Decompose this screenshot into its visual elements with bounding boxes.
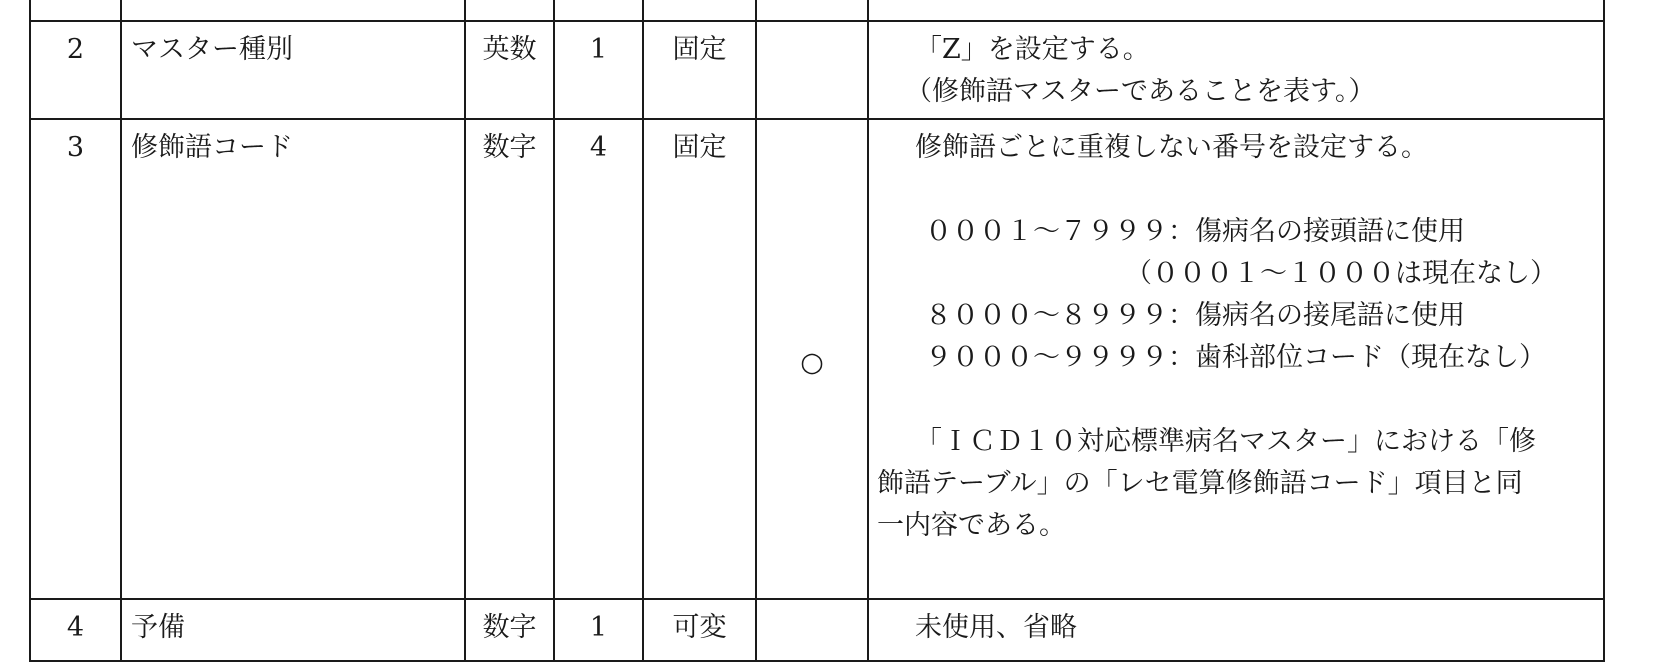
description-line: （修飾語マスターであることを表す。） <box>905 76 1376 107</box>
item-fixed: 可変 <box>643 599 756 661</box>
item-description <box>868 119 1604 599</box>
description-line: 「Z」を設定する。 <box>915 34 1150 65</box>
description-line: 未使用、省略 <box>915 612 1077 643</box>
description-line: ９０００～９９９９：歯科部位コード（現在なし） <box>925 342 1546 373</box>
key-circle-mark: ○ <box>800 347 824 378</box>
table-row <box>30 0 1604 21</box>
item-length: 4 <box>554 119 643 599</box>
description-line: 修飾語ごとに重複しない番号を設定する。 <box>915 132 1428 163</box>
item-number: 4 <box>30 599 121 661</box>
item-type: 数字 <box>465 599 554 661</box>
description-line: ８０００～８９９９：傷病名の接尾語に使用 <box>925 300 1465 331</box>
description-line: ０００１～７９９９：傷病名の接頭語に使用 <box>925 216 1465 247</box>
description-line: 一内容である。 <box>877 510 1066 541</box>
item-number: 3 <box>30 119 121 599</box>
item-type: 英数 <box>465 21 554 119</box>
table-row <box>30 119 1604 599</box>
item-key <box>756 599 868 661</box>
item-name: 修飾語コード <box>121 119 465 599</box>
item-fixed: 固定 <box>643 21 756 119</box>
description-line: 飾語テーブル」の「レセ電算修飾語コード」項目と同 <box>877 468 1523 499</box>
item-number: 2 <box>30 21 121 119</box>
table-row <box>30 599 1604 661</box>
description-line: （０００１～１０００は現在なし） <box>1125 258 1557 289</box>
item-name: マスター種別 <box>121 21 465 119</box>
item-description <box>868 21 1604 119</box>
item-key <box>756 119 868 599</box>
item-length: 1 <box>554 599 643 661</box>
item-key <box>756 21 868 119</box>
description-line: 「ＩＣＤ１０対応標準病名マスター」における「修 <box>915 426 1536 457</box>
item-fixed: 固定 <box>643 119 756 599</box>
table-row <box>30 21 1604 119</box>
item-type: 数字 <box>465 119 554 599</box>
item-length: 1 <box>554 21 643 119</box>
field-spec-table <box>29 0 1605 662</box>
item-description <box>868 599 1604 661</box>
item-name: 予備 <box>121 599 465 661</box>
